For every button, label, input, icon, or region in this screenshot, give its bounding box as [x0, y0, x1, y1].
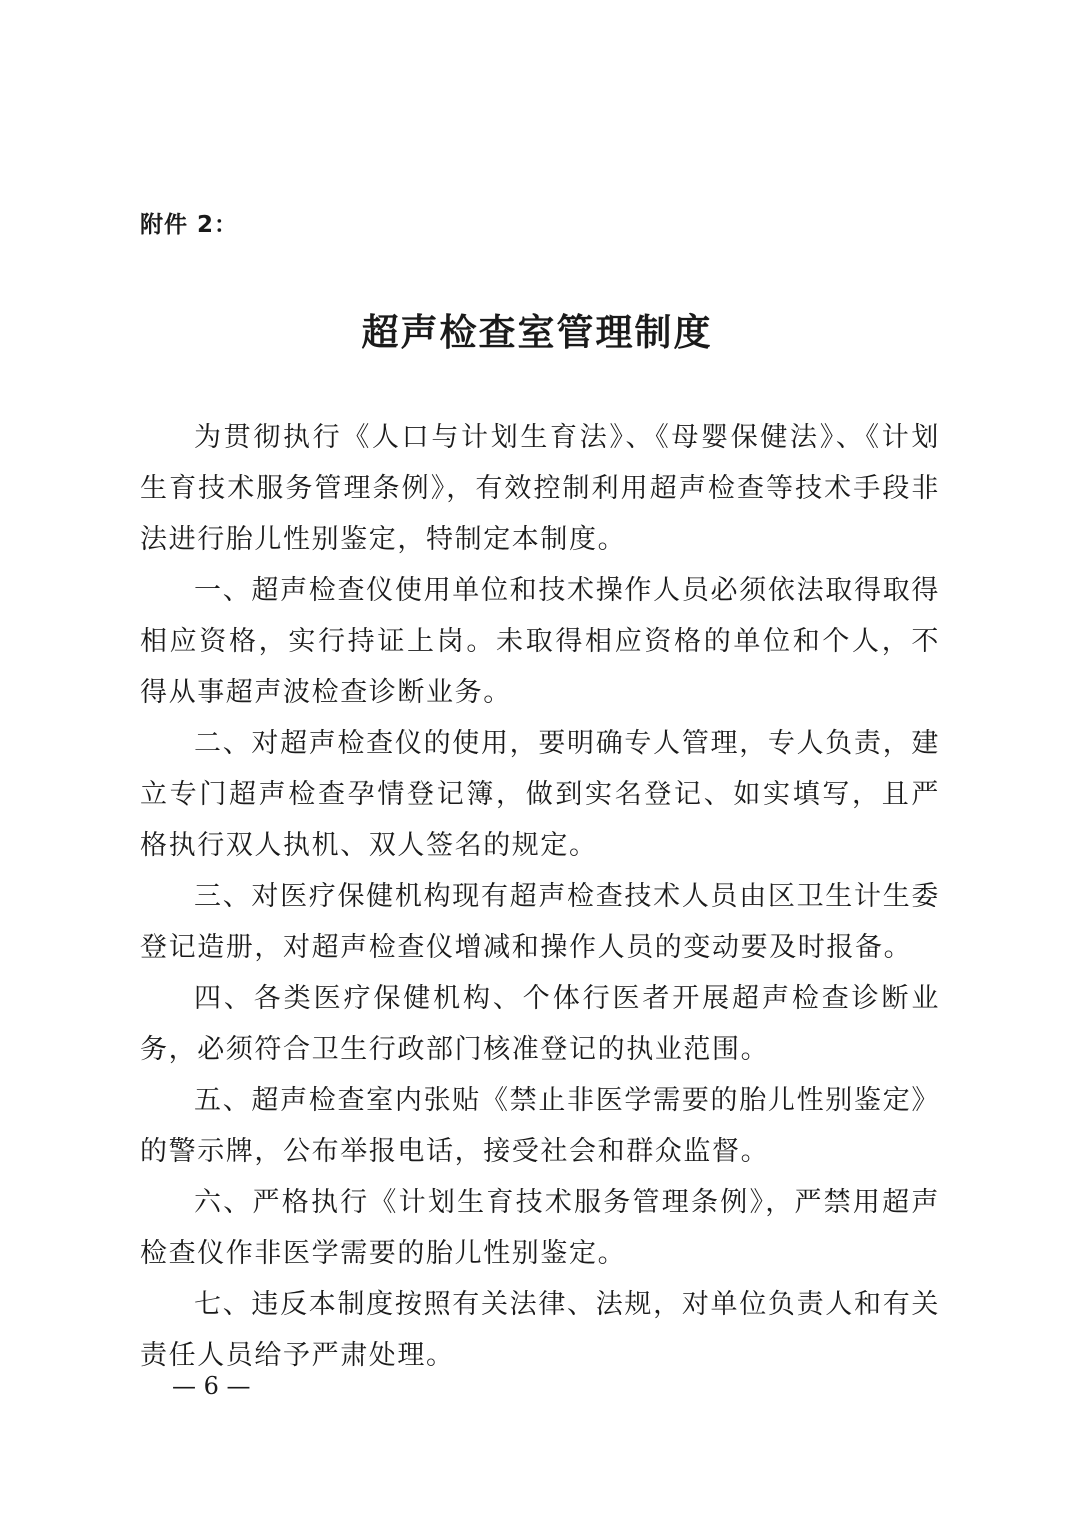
- rule-paragraph-4: 四、各类医疗保健机构、个体行医者开展超声检查诊断业务，必须符合卫生行政部门核准登记的执业范围。: [140, 983, 940, 1065]
- rule-paragraph-2: 二、对超声检查仪的使用，要明确专人管理，专人负责，建立专门超声检查孕情登记簿，做到实名登记、如实填写，且严格执行双人执机、双人签名的规定。: [140, 728, 940, 861]
- page-number: — 6 —: [172, 1372, 251, 1400]
- rule-paragraph-5: 五、超声检查室内张贴《禁止非医学需要的胎儿性别鉴定》的警示牌，公布举报电话，接受社会和群众监督。: [140, 1085, 940, 1167]
- document-body: [140, 412, 940, 1381]
- document-title: 超声检查室管理制度: [361, 310, 713, 354]
- rule-paragraph-3: 三、对医疗保健机构现有超声检查技术人员由区卫生计生委登记造册，对超声检查仪增减和操作人员的变动要及时报备。: [140, 881, 940, 963]
- rule-paragraph-1: 一、超声检查仪使用单位和技术操作人员必须依法取得取得相应资格，实行持证上岗。未取得相应资格的单位和个人，不得从事超声波检查诊断业务。: [140, 575, 940, 708]
- rule-paragraph-7: 七、违反本制度按照有关法律、法规，对单位负责人和有关责任人员给予严肃处理。: [140, 1289, 940, 1371]
- intro-paragraph: 为贯彻执行《人口与计划生育法》、《母婴保健法》、《计划生育技术服务管理条例》，有效控制利用超声检查等技术手段非法进行胎儿性别鉴定，特制定本制度。: [140, 422, 940, 555]
- rule-paragraph-6: 六、严格执行《计划生育技术服务管理条例》，严禁用超声检查仪作非医学需要的胎儿性别鉴定。: [140, 1187, 940, 1269]
- attachment-label: 附件 2：: [140, 212, 239, 238]
